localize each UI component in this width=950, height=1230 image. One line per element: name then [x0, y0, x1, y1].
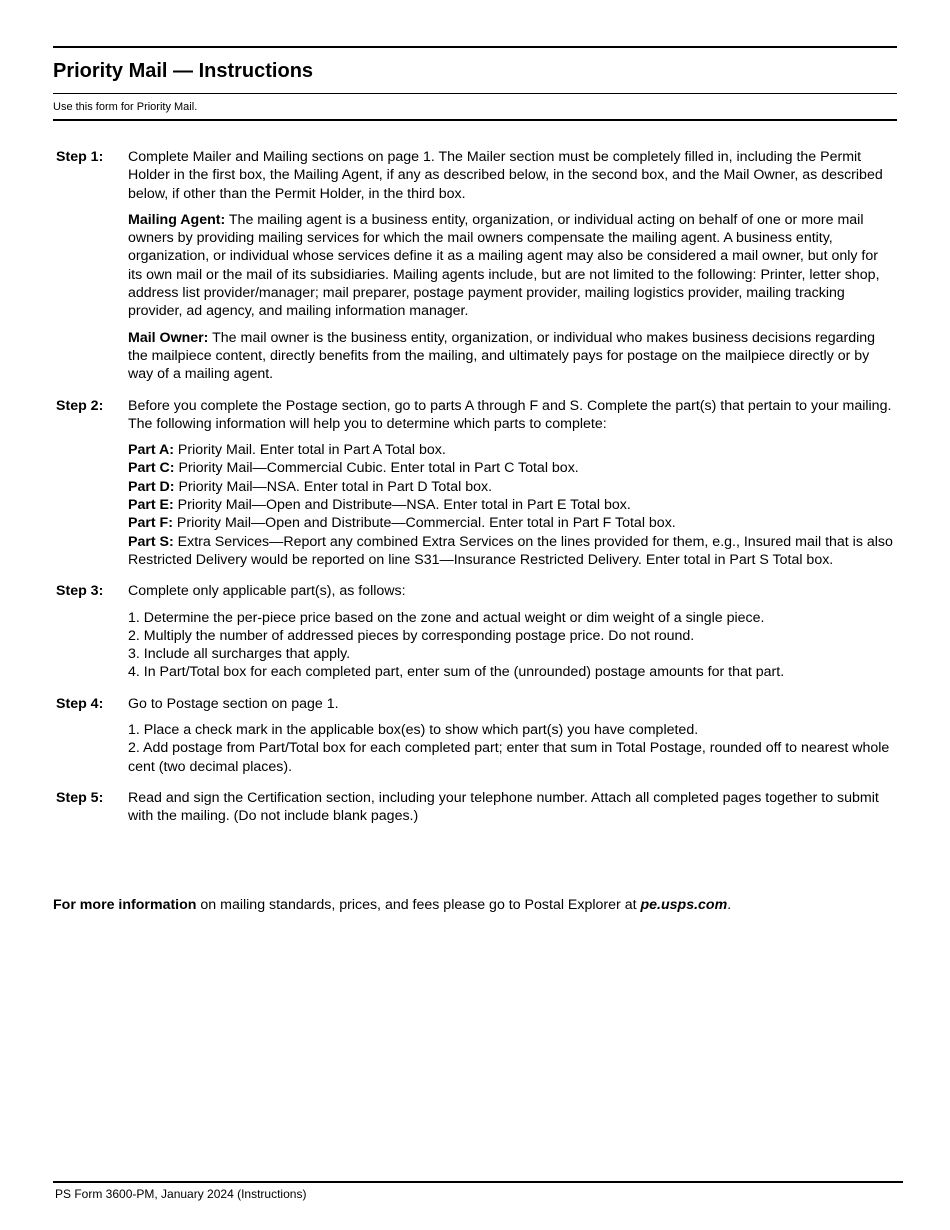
page-title: Priority Mail — Instructions: [53, 60, 314, 82]
part-text: Priority Mail—Commercial Cubic. Enter total in Part C Total box.: [174, 460, 579, 477]
page-subtitle: Use this form for Priority Mail.: [53, 101, 198, 113]
step-body: [128, 397, 896, 570]
step-label: Step 4:: [56, 695, 104, 712]
step-5: [56, 789, 896, 826]
header-bottom-rule: [53, 119, 897, 121]
part-item: [128, 496, 896, 514]
more-info-text: on mailing standards, prices, and fees please go to Postal Explorer at: [196, 897, 641, 913]
instructions: [56, 148, 896, 826]
part-text: Priority Mail. Enter total in Part A Total box.: [173, 442, 446, 459]
header-top-rule: [53, 46, 897, 48]
more-info-line: [53, 896, 731, 914]
numbered-list: [128, 609, 896, 682]
list-item: 3. Include all surcharges that apply.: [128, 646, 351, 663]
step-text: Complete only applicable part(s), as follows:: [128, 583, 406, 600]
step-text: Read and sign the Certification section, including your telephone number. Attach all completed pages together to submit with the mailing. (Do not include blank pages.): [128, 789, 879, 825]
step-body: [128, 695, 896, 776]
step-label: Step 5:: [56, 789, 104, 806]
step-body: [128, 582, 896, 681]
more-info-lead: For more information: [53, 897, 197, 913]
part-item: [128, 478, 896, 496]
part-text: Priority Mail—Open and Distribute—Commercial. Enter total in Part F Total box.: [172, 515, 676, 532]
part-text: Extra Services—Report any combined Extra Services on the lines provided for them, e.g., Insured mail that is also Restricted Delivery would be reported on line S31—Insurance Restricted Delivery. Enter total in Part S Total box.: [128, 533, 893, 568]
mailing-agent-text: The mailing agent is a business entity, organization, or individual acting on behalf of one or more mail owners by providing mailing services for which the mail owners compensate the mailing agent. A business entity, organization, or individual whose services define it as a mailing agent may also be considered a mail owner, but only for its own mail or the mail of its subsidiaries. Mailing agents include, but are not limited to the following: Printer, letter shop, address list provider/manager; mail preparer, postage payment provider, mailing logistics provider, mailing tracking provider, ad agency, and mailing information manager.: [128, 211, 880, 320]
footer-rule: [53, 1181, 903, 1183]
step-body: [128, 148, 896, 384]
step-3: [56, 582, 896, 681]
mailing-agent-paragraph: [128, 211, 896, 321]
part-text: Priority Mail—Open and Distribute—NSA. Enter total in Part E Total box.: [173, 497, 631, 514]
mail-owner-paragraph: [128, 329, 896, 384]
part-label: Part D:: [128, 478, 175, 495]
part-label: Part S:: [128, 533, 174, 550]
part-item: [128, 514, 896, 532]
step-text: Go to Postage section on page 1.: [128, 695, 339, 712]
step-text: Before you complete the Postage section, go to parts A through F and S. Complete the part(s) that pertain to your mailing. The following information will help you to determine which parts to complete:: [128, 397, 892, 432]
form-footer: PS Form 3600-PM, January 2024 (Instructions): [55, 1187, 307, 1201]
part-item: [128, 441, 896, 459]
step-label: Step 1:: [56, 149, 104, 165]
step-4: [56, 695, 896, 776]
part-label: Part A:: [128, 442, 174, 459]
list-item: 2. Add postage from Part/Total box for each completed part; enter that sum in Total Postage, rounded off to nearest whole cent (two decimal places).: [128, 740, 890, 775]
list-item: 4. In Part/Total box for each completed part, enter sum of the (unrounded) postage amounts for that part.: [128, 664, 785, 681]
numbered-list: [128, 721, 896, 776]
more-info-end: .: [727, 897, 732, 913]
header-middle-rule: [53, 93, 897, 94]
step-1: [56, 148, 896, 384]
list-item: 1. Determine the per-piece price based on the zone and actual weight or dim weight of a single piece.: [128, 609, 765, 626]
part-label: Part C:: [128, 460, 175, 477]
step-body: [128, 789, 896, 826]
step-2: [56, 397, 896, 570]
mail-owner-label: Mail Owner:: [128, 329, 209, 346]
list-item: 2. Multiply the number of addressed pieces by corresponding postage price. Do not round.: [128, 627, 695, 644]
part-label: Part E:: [128, 497, 174, 514]
mailing-agent-label: Mailing Agent:: [128, 211, 226, 228]
step-label: Step 3:: [56, 583, 104, 600]
list-item: 1. Place a check mark in the applicable box(es) to show which part(s) you have completed.: [128, 722, 699, 739]
part-item: [128, 459, 896, 477]
postal-explorer-link[interactable]: pe.usps.com: [640, 897, 728, 913]
part-label: Part F:: [128, 515, 173, 532]
parts-list: [128, 441, 896, 569]
mail-owner-text: The mail owner is the business entity, organization, or individual who makes business decisions regarding the mailpiece content, directly benefits from the mailing, and ultimately pays for postage on the mailpiece directly or by way of a mailing agent.: [128, 329, 876, 383]
step-text: Complete Mailer and Mailing sections on page 1. The Mailer section must be completely filled in, including the Permit Holder in the first box, the Mailing Agent, if any as described below, in the second box, and the Mail Owner, as described below, if other than the Permit Holder, in the third box.: [128, 149, 883, 202]
part-item: [128, 533, 896, 570]
part-text: Priority Mail—NSA. Enter total in Part D Total box.: [174, 478, 493, 495]
step-label: Step 2:: [56, 397, 104, 414]
